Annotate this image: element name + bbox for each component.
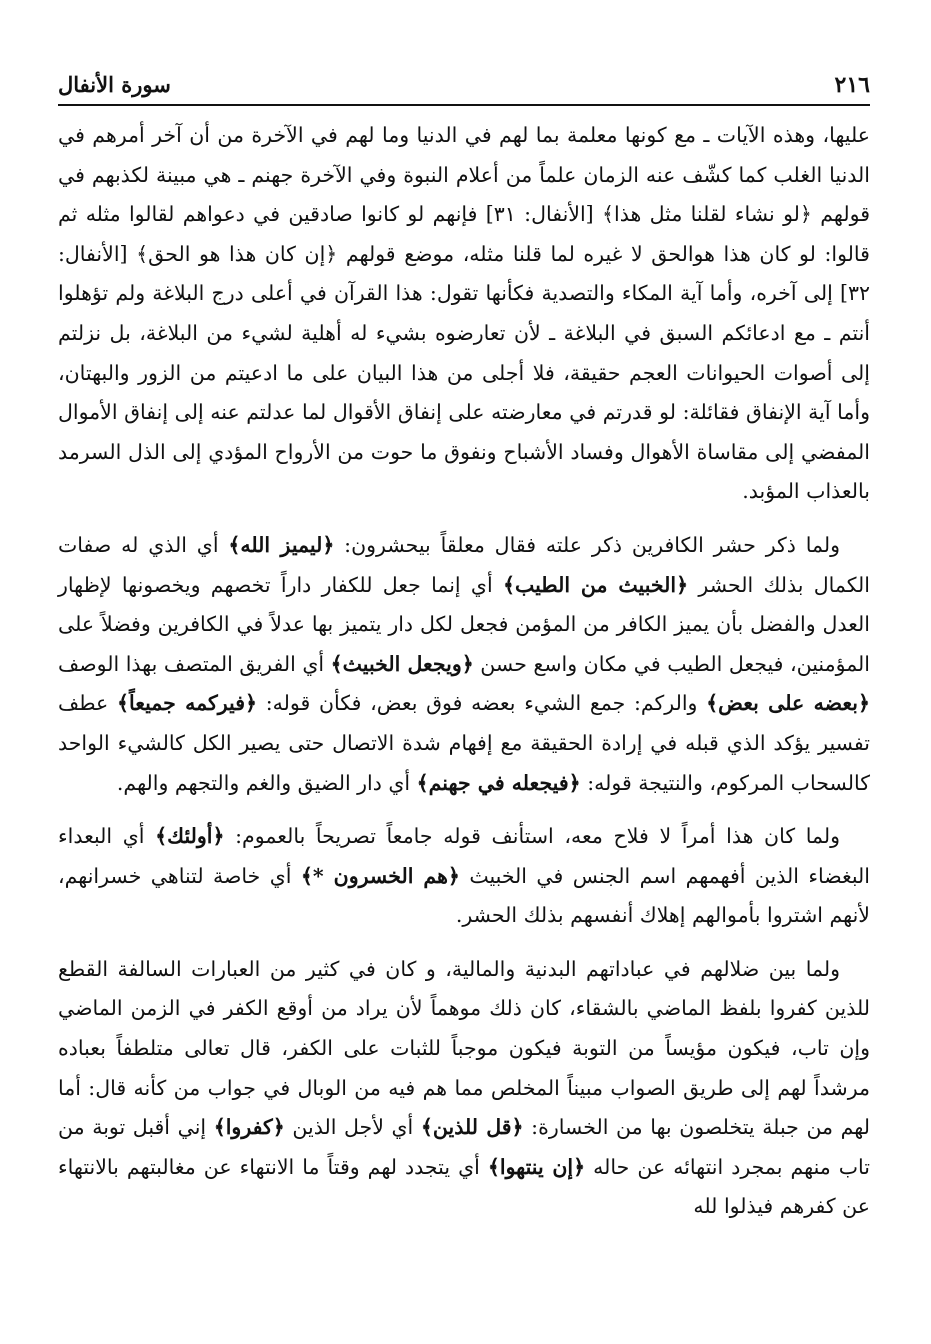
quran-verse: ﴿فيركمه جميعاً﴾ bbox=[116, 691, 258, 716]
quran-verse: ﴿الخبيث من الطيب﴾ bbox=[502, 572, 689, 597]
text-segment: أي الذي له صفات الكمال بذلك الحشر bbox=[58, 532, 871, 597]
text-segment: عطف تفسير يؤكد الذي قبله في إرادة الحقيقة مع إفهام شدة الاتصال حتى يصير الكل كالشيء الواحد كالسحاب المركوم، والنتيجة قوله: bbox=[58, 691, 871, 795]
quran-verse: ﴿ليميز الله﴾ bbox=[228, 532, 335, 557]
page-header bbox=[58, 70, 870, 106]
text-segment: أي إنما جعل للكفار داراً تخصهم ويخصونها لإظهار العدل والفضل بأن يميز الكافر من المؤمن فجعل لكل دار يتميز بها عدلاً في الكافرين وفضلاً على المؤمنين، فيجعل الطيب في مكان واسع حسن bbox=[58, 572, 870, 676]
paragraph-4 bbox=[58, 950, 870, 1227]
quran-citation: ﴿إن كان هذا هو الحق﴾ bbox=[136, 241, 338, 266]
quran-verse: ﴿هم الخسرون *﴾ bbox=[300, 863, 460, 888]
text-segment: ولما بين ضلالهم في عباداتهم البدنية والمالية، و كان في كثير من العبارات السالفة القطع للذين كفروا بلفظ الماضي بالشقاء، كان ذلك موهماً لأن يراد من أوقع الكفر في الزمن الماضي وإن تاب، فيكون مؤيساً من التوبة فيكون موجباً للثبات على الكفر، قال تعالى متلطفاً بعباده مرشداً لهم إلى طريق الصواب مبيناً المخلص مما هم فيه من الوبال في جواب من كأنه قال: أما لهم من جبلة يتخلصون بها من الخسارة: bbox=[58, 956, 870, 1140]
text-segment: أي البعداء البغضاء الذين أفهمهم اسم الجنس في الخبيث bbox=[58, 824, 871, 888]
text-segment: أي خاصة لتناهي خسرانهم، لأنهم اشتروا بأموالهم إهلاك أنفسهم بذلك الحشر. bbox=[58, 863, 870, 928]
text-segment: ولما ذكر حشر الكافرين ذكر علته فقال معلقاً بيحشرون: bbox=[334, 532, 840, 557]
text-segment: ولما كان هذا أمراً لا فلاح معه، استأنف قوله جامعاً تصريحاً بالعموم: bbox=[224, 824, 841, 849]
quran-verse: ﴿أولئك﴾ bbox=[155, 824, 225, 849]
text-segment: والركم: جمع الشيء بعضه فوق بعض، فكأن قوله: bbox=[257, 691, 707, 716]
quran-verse: ﴿فيجعله في جهنم﴾ bbox=[416, 770, 581, 795]
paragraph-1 bbox=[58, 116, 870, 512]
surah-title: سورة الأنفال bbox=[58, 72, 171, 97]
text-segment: أي لأجل الذين bbox=[284, 1115, 421, 1140]
text-segment: إني أقبل توبة من تاب منهم بمجرد انتهائه عن حاله bbox=[58, 1115, 871, 1179]
quran-verse: ﴿بعضه على بعض﴾ bbox=[706, 691, 870, 716]
quran-verse: ﴿كفروا﴾ bbox=[213, 1115, 285, 1140]
main-text bbox=[58, 116, 870, 1241]
paragraph-3 bbox=[58, 817, 870, 936]
quran-verse: ﴿إن ينتهوا﴾ bbox=[487, 1154, 586, 1179]
quran-verse: ﴿ويجعل الخبيث﴾ bbox=[330, 651, 474, 676]
text-segment: عليها، وهذه الآيات ـ مع كونها معلمة بما لهم في الدنيا وما لهم في الآخرة من أن آخر أمرهم في الدنيا الغلب كما كشّف عنه الزمان علماً من أعلام النبوة وفي الآخرة جهنم ـ هي مبينة لكذبهم في قولهم bbox=[58, 123, 871, 227]
paragraph-2 bbox=[58, 526, 870, 803]
text-segment: أي يتجدد لهم وقتاً ما الانتهاء عن مغالبتهم بالانتهاء عن كفرهم فيذلوا لله bbox=[58, 1154, 870, 1219]
text-segment: [الأنفال: ٣٢] إلى آخره، وأما آية المكاء والتصدية فكأنها تقول: هذا القرآن في أعلى درج البلاغة ولم تؤهلوا أنتم ـ مع ادعائكم السبق في البلاغة ـ لأن تعارضوه بشيء له أهلية لشيء من البلاغة، بل نزلتم إلى أصوات الحيوانات العجم حقيقة، فلا أجلى من هذا البيان على ما ادعيتم من الزور والبهتان، وأما آية الإنفاق فقائلة: لو قدرتم في معارضته على إنفاق الأقوال لما عدلتم عنه إلى إنفاق الأموال المفضي إلى مقاساة الأهوال وفساد الأشباح ونفوق ما حوت من الأرواح المؤدي إلى الذل السرمد بالعذاب المؤبد. bbox=[58, 241, 870, 504]
text-segment: أي الفريق المتصف بهذا الوصف bbox=[58, 651, 331, 676]
text-segment: [الأنفال: ٣١] فإنهم لو كانوا صادقين في دعواهم لقالوا مثله ثم قالوا: لو كان هذا هوالحق لا غيره لما قلنا مثله، موضع قولهم bbox=[58, 202, 870, 266]
page-number: ٢١٦ bbox=[834, 72, 870, 98]
text-segment: أي دار الضيق والغم والتجهم والهم. bbox=[116, 770, 417, 795]
quran-citation: ﴿لو نشاء لقلنا مثل هذا﴾ bbox=[602, 202, 812, 227]
quran-verse: ﴿قل للذين﴾ bbox=[420, 1115, 524, 1140]
